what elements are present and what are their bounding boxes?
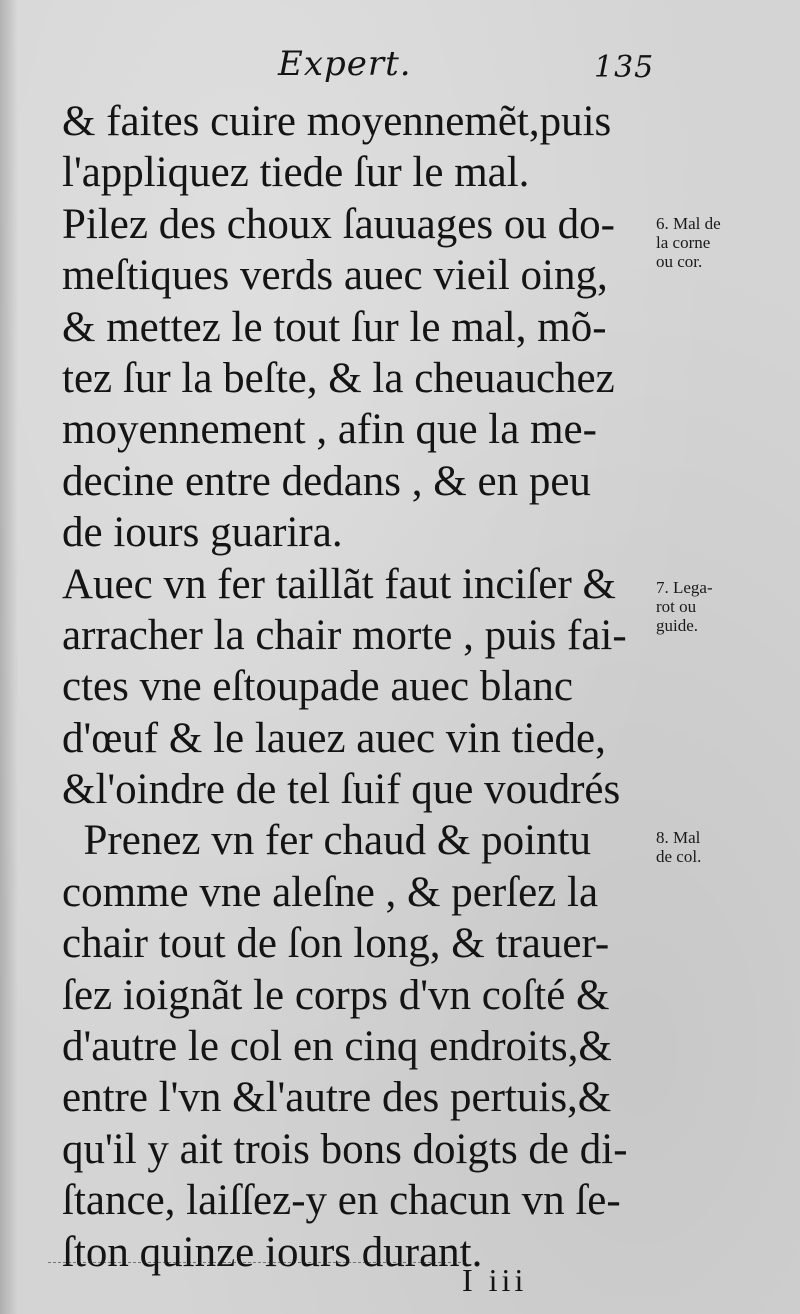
margin-note-line: de col. — [656, 847, 702, 866]
text-line: comme vne aleſne , & perſez la — [62, 868, 599, 916]
text-line: & mettez le tout ſur le mal, mõ- — [62, 303, 607, 351]
text-line: ſton quinze iours durant. — [62, 1228, 483, 1276]
page-edge-shadow — [0, 0, 18, 1314]
text-line: d'œuf & le lauez auec vin tiede, — [62, 714, 606, 762]
signature-mark: I iii — [462, 1262, 528, 1298]
text-line: &l'oindre de tel ſuif que voudrés — [62, 766, 621, 814]
text-line: decine entre dedans , & en peu — [62, 457, 591, 505]
margin-note-line: ou cor. — [656, 252, 703, 271]
text-line: arracher la chair morte , puis fai- — [62, 611, 627, 659]
margin-note-line: 7. Lega- — [656, 578, 713, 597]
text-line: entre l'vn &l'autre des pertuis,& — [62, 1074, 612, 1122]
text-line: qu'il y ait trois bons doigts de di- — [62, 1125, 628, 1173]
text-line: chair tout de ſon long, & trauer- — [62, 920, 610, 968]
margin-note-6 — [656, 214, 721, 271]
text-line: Pilez des choux ſauuages ou do- — [62, 200, 615, 248]
footer-underline — [48, 1262, 466, 1263]
text-line: de iours guarira. — [62, 509, 343, 557]
text-line: Prenez vn fer chaud & pointu — [62, 817, 591, 865]
page-number: 135 — [594, 50, 655, 85]
text-line: l'appliquez tiede ſur le mal. — [62, 149, 530, 197]
margin-note-line: 8. Mal — [656, 828, 701, 847]
margin-note-line: la corne — [656, 233, 711, 252]
text-line: & faites cuire moyennemẽt,puis — [62, 98, 612, 145]
margin-note-line: 6. Mal de — [656, 214, 721, 233]
margin-note-8 — [656, 828, 701, 866]
text-line: tez ſur la beſte, & la cheuauchez — [62, 354, 615, 402]
text-line: Auec vn fer taillãt faut inciſer & — [62, 560, 616, 608]
text-line: ſez ioignãt le corps d'vn coſté & — [62, 971, 610, 1019]
text-line: d'autre le col en cinq endroits,& — [62, 1023, 612, 1071]
margin-note-line: rot ou — [656, 597, 697, 616]
text-line: meſtiques verds auec vieil oing, — [62, 252, 608, 300]
margin-note-7 — [656, 578, 713, 635]
text-line: ctes vne eſtoupade auec blanc — [62, 663, 573, 711]
text-line: moyennement , afin que la me- — [62, 406, 597, 454]
running-head-title: Expert. — [278, 44, 412, 84]
body-text — [62, 96, 652, 1278]
text-line: ſtance, laiſſez-y en chacun vn ſe- — [62, 1177, 621, 1225]
margin-note-line: guide. — [656, 616, 699, 635]
